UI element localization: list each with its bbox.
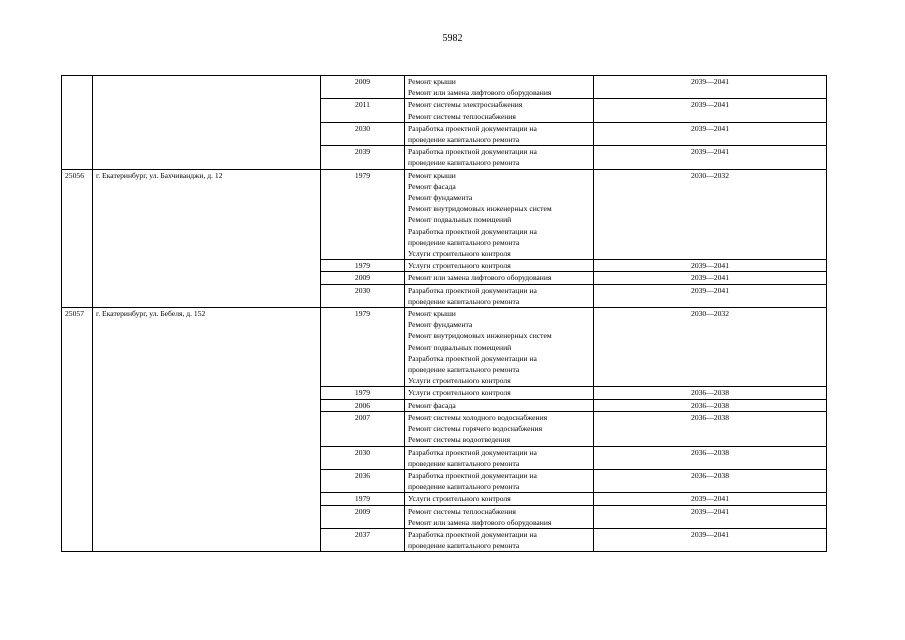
work-item: Разработка проектной документации на [408, 285, 537, 295]
work-item: проведение капитального ремонта [408, 365, 520, 375]
work-item: Ремонт или замена лифтового оборудования [408, 273, 552, 283]
year-cell: 2030 [321, 122, 405, 145]
year-cell: 2009 [321, 505, 405, 528]
period-cell: 2039—2041 [594, 99, 827, 122]
work-item: Разработка проектной документации на [408, 529, 537, 539]
year-cell: 2011 [321, 99, 405, 122]
table-row [62, 308, 827, 387]
work-item: Разработка проектной документации на [408, 123, 537, 133]
work-item: Ремонт крыши [408, 309, 456, 319]
year-cell: 2006 [321, 399, 405, 411]
works-cell [405, 528, 594, 551]
works-cell [405, 411, 594, 446]
building-address [93, 76, 321, 170]
period-cell: 2030—2032 [594, 308, 827, 387]
year-cell: 1979 [321, 493, 405, 505]
work-item: Ремонт внутридомовых инженерных систем [408, 204, 552, 214]
year-cell: 2039 [321, 146, 405, 169]
work-item: Ремонт или замена лифтового оборудования [408, 88, 552, 98]
period-cell: 2036—2038 [594, 411, 827, 446]
works-cell [405, 122, 594, 145]
work-item: проведение капитального ремонта [408, 135, 520, 145]
period-cell: 2039—2041 [594, 146, 827, 169]
work-item: Ремонт системы водоотведения [408, 435, 511, 445]
year-cell: 2009 [321, 76, 405, 99]
building-id: 25057 [62, 308, 93, 552]
works-cell [405, 99, 594, 122]
period-cell: 2039—2041 [594, 505, 827, 528]
building-address: г. Екатеринбург, ул. Бахчиванджи, д. 12 [93, 169, 321, 307]
work-item: проведение капитального ремонта [408, 458, 520, 468]
work-item: проведение капитального ремонта [408, 482, 520, 492]
work-item: проведение капитального ремонта [408, 541, 520, 551]
works-cell [405, 446, 594, 469]
period-cell: 2039—2041 [594, 272, 827, 284]
table-row [62, 169, 827, 260]
work-item: Ремонт фасада [408, 181, 456, 191]
work-item: проведение капитального ремонта [408, 296, 520, 306]
capital-repair-table [61, 75, 827, 552]
work-item: Ремонт фасада [408, 400, 456, 410]
period-cell: 2036—2038 [594, 446, 827, 469]
period-cell: 2036—2038 [594, 399, 827, 411]
period-cell: 2039—2041 [594, 284, 827, 307]
work-item: Ремонт системы холодного водоснабжения [408, 412, 548, 422]
works-cell [405, 169, 594, 260]
work-item: Ремонт крыши [408, 170, 456, 180]
year-cell: 2030 [321, 284, 405, 307]
table-row [62, 76, 827, 99]
work-item: Ремонт системы электроснабжения [408, 100, 523, 110]
works-cell [405, 272, 594, 284]
year-cell: 2009 [321, 272, 405, 284]
work-item: Ремонт или замена лифтового оборудования [408, 517, 552, 527]
work-item: Услуги строительного контроля [408, 261, 511, 271]
year-cell: 1979 [321, 308, 405, 387]
work-item: Разработка проектной документации на [408, 447, 537, 457]
work-item: Услуги строительного контроля [408, 388, 511, 398]
works-cell [405, 308, 594, 387]
works-cell [405, 505, 594, 528]
period-cell: 2039—2041 [594, 122, 827, 145]
building-id: 25056 [62, 169, 93, 307]
work-item: Ремонт фундамента [408, 320, 473, 330]
period-cell: 2036—2038 [594, 469, 827, 492]
period-cell: 2039—2041 [594, 528, 827, 551]
year-cell: 2007 [321, 411, 405, 446]
work-item: Ремонт системы теплоснабжения [408, 506, 516, 516]
work-item: Ремонт крыши [408, 77, 456, 86]
work-item: Услуги строительного контроля [408, 249, 511, 259]
work-item: Ремонт системы теплоснабжения [408, 111, 516, 121]
works-cell [405, 399, 594, 411]
work-item: Ремонт фундамента [408, 193, 473, 203]
work-item: Ремонт системы горячего водоснабжения [408, 424, 543, 434]
works-cell [405, 260, 594, 272]
building-address: г. Екатеринбург, ул. Бебеля, д. 152 [93, 308, 321, 552]
table-body [62, 76, 827, 552]
year-cell: 2037 [321, 528, 405, 551]
works-cell [405, 284, 594, 307]
period-cell: 2039—2041 [594, 260, 827, 272]
year-cell: 2036 [321, 469, 405, 492]
period-cell: 2036—2038 [594, 387, 827, 399]
work-item: Услуги строительного контроля [408, 376, 511, 386]
works-cell [405, 146, 594, 169]
work-item: Ремонт внутридомовых инженерных систем [408, 331, 552, 341]
works-cell [405, 493, 594, 505]
work-item: Разработка проектной документации на [408, 147, 537, 157]
work-item: проведение капитального ремонта [408, 237, 520, 247]
period-cell: 2039—2041 [594, 493, 827, 505]
work-item: Ремонт подвальных помещений [408, 215, 512, 225]
work-item: Ремонт подвальных помещений [408, 342, 512, 352]
work-item: Услуги строительного контроля [408, 494, 511, 504]
work-item: проведение капитального ремонта [408, 158, 520, 168]
year-cell: 1979 [321, 387, 405, 399]
year-cell: 1979 [321, 169, 405, 260]
work-item: Разработка проектной документации на [408, 226, 537, 236]
page-number: 5982 [442, 33, 463, 44]
work-item: Разработка проектной документации на [408, 353, 537, 363]
works-cell [405, 387, 594, 399]
works-cell [405, 76, 594, 99]
year-cell: 2030 [321, 446, 405, 469]
year-cell: 1979 [321, 260, 405, 272]
period-cell: 2039—2041 [594, 76, 827, 99]
works-cell [405, 469, 594, 492]
work-item: Разработка проектной документации на [408, 470, 537, 480]
building-id [62, 76, 93, 170]
period-cell: 2030—2032 [594, 169, 827, 260]
